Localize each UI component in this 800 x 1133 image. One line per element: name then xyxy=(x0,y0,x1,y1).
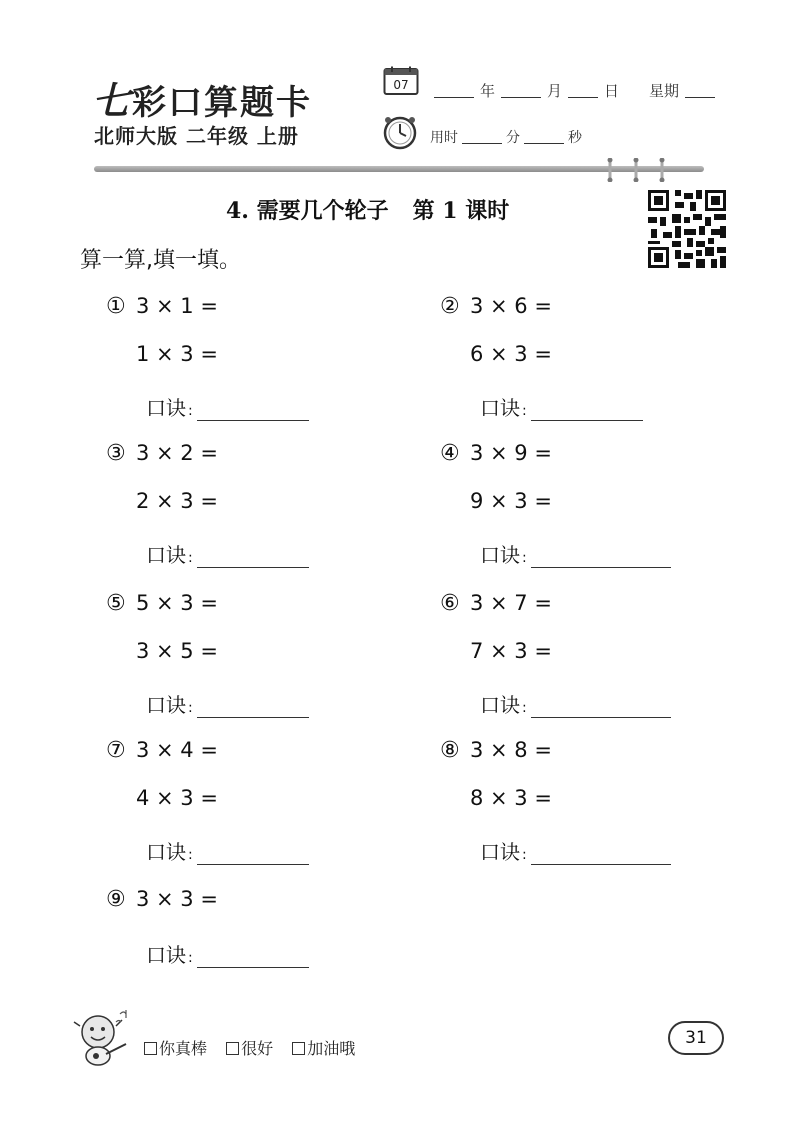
weekday-label: 星期 xyxy=(649,82,680,100)
mnemonic-label: 口诀 xyxy=(146,396,186,420)
mnemonic-label: 口诀 xyxy=(146,543,186,567)
time-fill-line xyxy=(430,127,582,147)
mnemonic-answer-blank[interactable] xyxy=(531,864,671,865)
rating-label: 你真棒 xyxy=(159,1039,208,1058)
mnemonic-answer-blank[interactable] xyxy=(531,717,671,718)
exercise-3-mnemonic xyxy=(146,539,309,568)
mnemonic-colon: : xyxy=(188,700,193,716)
exercise-number: ④ xyxy=(440,441,460,466)
exercise-4-line2 xyxy=(470,489,552,513)
mnemonic-colon: : xyxy=(188,950,193,966)
exercise-2-line1 xyxy=(440,294,552,319)
exercise-8-mnemonic xyxy=(480,836,671,865)
binding-ring-icon xyxy=(606,158,614,182)
exercise-5-line2 xyxy=(136,639,218,663)
exercise-number: ⑥ xyxy=(440,591,460,616)
equation-text: 3 × 4 = xyxy=(136,738,218,762)
minute-label: 分 xyxy=(506,130,520,146)
exercise-9-line1 xyxy=(106,887,218,912)
exercise-number: ⑤ xyxy=(106,591,126,616)
mascot-guitar-icon xyxy=(72,1004,134,1070)
exercise-2-mnemonic xyxy=(480,392,643,421)
rating-option-great[interactable] xyxy=(144,1039,207,1058)
equation-text: 3 × 2 = xyxy=(136,441,218,465)
rating-option-keep-trying[interactable] xyxy=(292,1039,355,1058)
clock-icon xyxy=(382,114,418,150)
equation-text: 3 × 6 = xyxy=(470,294,552,318)
brand-title-text: 彩口算题卡 xyxy=(132,83,313,123)
year-blank[interactable] xyxy=(434,97,474,98)
exercise-number: ③ xyxy=(106,441,126,466)
mnemonic-answer-blank[interactable] xyxy=(531,567,671,568)
date-fill-line xyxy=(428,80,721,101)
time-used-label: 用时 xyxy=(430,130,458,146)
month-blank[interactable] xyxy=(501,97,541,98)
calendar-day: 07 xyxy=(393,78,409,92)
mnemonic-answer-blank[interactable] xyxy=(197,717,309,718)
exercise-1-mnemonic xyxy=(146,392,309,421)
exercise-number: ② xyxy=(440,294,460,319)
equation-text: 9 × 3 = xyxy=(470,489,552,513)
year-label: 年 xyxy=(480,82,496,100)
calendar-icon xyxy=(383,66,419,96)
mnemonic-answer-blank[interactable] xyxy=(197,420,309,421)
month-label: 月 xyxy=(547,82,563,100)
mnemonic-label: 口诀 xyxy=(480,543,520,567)
second-label: 秒 xyxy=(568,130,582,146)
mnemonic-label: 口诀 xyxy=(146,943,186,967)
mnemonic-colon: : xyxy=(522,700,527,716)
mnemonic-label: 口诀 xyxy=(480,693,520,717)
mnemonic-label: 口诀 xyxy=(480,840,520,864)
second-blank[interactable] xyxy=(524,143,564,144)
exercise-8-line2 xyxy=(470,786,552,810)
rating-option-good[interactable] xyxy=(226,1039,273,1058)
exercise-8-line1 xyxy=(440,738,552,763)
weekday-blank[interactable] xyxy=(685,97,715,98)
day-label: 日 xyxy=(604,82,620,100)
instruction-text: 算一算,填一填。 xyxy=(80,248,241,273)
exercise-6-line1 xyxy=(440,591,552,616)
exercise-3-line1 xyxy=(106,441,218,466)
minute-blank[interactable] xyxy=(462,143,502,144)
exercise-7-line2 xyxy=(136,786,218,810)
equation-text: 1 × 3 = xyxy=(136,342,218,366)
brand-logo: 七 xyxy=(92,78,133,123)
lesson-period: 第 1 课时 xyxy=(412,198,510,224)
equation-text: 2 × 3 = xyxy=(136,489,218,513)
exercise-number: ① xyxy=(106,294,126,319)
lesson-title xyxy=(226,194,509,225)
mnemonic-colon: : xyxy=(188,550,193,566)
exercise-number: ⑦ xyxy=(106,738,126,763)
exercise-4-line1 xyxy=(440,441,552,466)
exercise-7-line1 xyxy=(106,738,218,763)
equation-text: 3 × 9 = xyxy=(470,441,552,465)
rating-label: 加油哦 xyxy=(307,1039,356,1058)
mnemonic-answer-blank[interactable] xyxy=(531,420,643,421)
mnemonic-colon: : xyxy=(188,403,193,419)
mnemonic-label: 口诀 xyxy=(146,840,186,864)
equation-text: 7 × 3 = xyxy=(470,639,552,663)
mnemonic-answer-blank[interactable] xyxy=(197,864,309,865)
exercise-5-line1 xyxy=(106,591,218,616)
equation-text: 4 × 3 = xyxy=(136,786,218,810)
edition-label: 北师大版 二年级 上册 xyxy=(94,124,299,148)
brand-title xyxy=(92,70,312,125)
exercise-5-mnemonic xyxy=(146,689,309,718)
equation-text: 6 × 3 = xyxy=(470,342,552,366)
binding-ring-icon xyxy=(658,158,666,182)
lesson-name: 4. 需要几个轮子 xyxy=(226,198,389,224)
mnemonic-answer-blank[interactable] xyxy=(197,967,309,968)
mnemonic-colon: : xyxy=(188,847,193,863)
exercise-7-mnemonic xyxy=(146,836,309,865)
exercise-9-mnemonic xyxy=(146,939,309,968)
mnemonic-label: 口诀 xyxy=(480,396,520,420)
qr-code-icon[interactable] xyxy=(648,190,726,268)
equation-text: 3 × 1 = xyxy=(136,294,218,318)
day-blank[interactable] xyxy=(568,97,598,98)
self-rating xyxy=(144,1036,369,1059)
mnemonic-colon: : xyxy=(522,847,527,863)
exercise-6-mnemonic xyxy=(480,689,671,718)
mnemonic-colon: : xyxy=(522,550,527,566)
binding-ring-icon xyxy=(632,158,640,182)
equation-text: 8 × 3 = xyxy=(470,786,552,810)
checkbox-icon[interactable] xyxy=(226,1042,239,1055)
equation-text: 3 × 7 = xyxy=(470,591,552,615)
equation-text: 5 × 3 = xyxy=(136,591,218,615)
equation-text: 3 × 8 = xyxy=(470,738,552,762)
checkbox-icon[interactable] xyxy=(144,1042,157,1055)
mnemonic-answer-blank[interactable] xyxy=(197,567,309,568)
exercise-3-line2 xyxy=(136,489,218,513)
equation-text: 3 × 3 = xyxy=(136,887,218,911)
checkbox-icon[interactable] xyxy=(292,1042,305,1055)
exercise-number: ⑧ xyxy=(440,738,460,763)
exercise-number: ⑨ xyxy=(106,887,126,912)
mnemonic-colon: : xyxy=(522,403,527,419)
exercise-1-line1 xyxy=(106,294,218,319)
exercise-4-mnemonic xyxy=(480,539,671,568)
exercise-1-line2 xyxy=(136,342,218,366)
rating-label: 很好 xyxy=(241,1039,274,1058)
exercise-6-line2 xyxy=(470,639,552,663)
mnemonic-label: 口诀 xyxy=(146,693,186,717)
equation-text: 3 × 5 = xyxy=(136,639,218,663)
exercise-2-line2 xyxy=(470,342,552,366)
page-number: 31 xyxy=(668,1021,724,1055)
